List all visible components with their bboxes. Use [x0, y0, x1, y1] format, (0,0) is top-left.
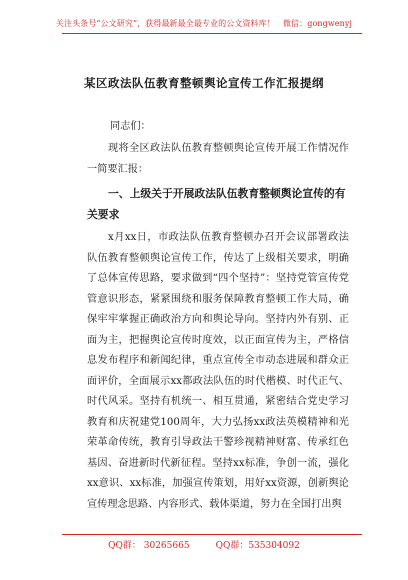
qq-group-1: QQ群： 30265665 — [108, 541, 190, 551]
intro-paragraph: 现将全区政法队伍教育整顿舆论宣传开展工作情况作一简要汇报： — [87, 143, 349, 175]
footer-divider — [62, 534, 362, 535]
document-title: 某区政法队伍教育整顿舆论宣传工作汇报提纲 — [84, 76, 324, 90]
qq-group-2: QQ群：535304092 — [215, 541, 300, 551]
section-heading: 一、上级关于开展政法队伍教育整顿舆论宣传的有关要求 — [87, 187, 346, 221]
salutation: 同志们： — [110, 121, 151, 132]
footer-contact — [0, 538, 408, 551]
header-divider — [62, 33, 362, 34]
header-banner: 关注头条号“公文研究”，获得最新最全最专业的公文资料库！ 微信：gongwenyj — [55, 19, 353, 28]
body-paragraph: x月xx日，市政法队伍教育整顿办召开会议部署政法队伍教育整顿舆论宣传工作，传达了上级相关要求，明确了总体宣传思路，要求做到“四个坚持”：坚持党管宣传党管意识形态，紧紧围绕和服务保障教育整顿工作大局，确保牢牢掌握正确政治方向和舆论导向。坚持内外有别、正面为主，把握舆论宣传时度效，以正面宣传为主，严格信息发布程序和新闻纪律，重点宣传全市动态进展和群众正面评价，全面展示xx都政法队伍的时代楷模、时代正气、时代风采。坚持有机统一、相互贯通，紧密结合党史学习教育和庆祝建党100周年，大力弘扬xx政法英模精神和光荣革命传统，教育引导政法干警珍视精神财富、传承红色基因、奋进新时代新征程。坚持xx标准，争创一流，强化xx意识、xx标准，加强宣传策划，用好xx资源，创新舆论宣传理念思路、内容形式、载体渠道，努力在全国打出舆 — [87, 232, 349, 510]
